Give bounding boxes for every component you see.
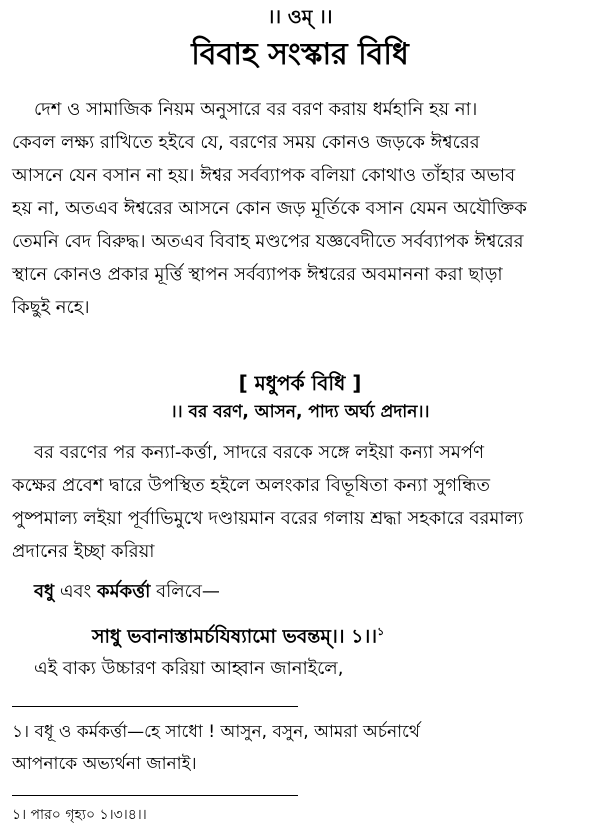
om-invocation: ।। ওম্ ।। <box>267 6 333 28</box>
section-heading: [ মধুপর্ক বিধি ] <box>238 371 362 395</box>
intro-line: কিছুই নহে। <box>12 297 90 318</box>
source-reference: ১। পার০ গৃহ্য০ ১।৩।৪।। <box>12 807 147 823</box>
speaker-performer: কর্মকর্ত্তা <box>97 581 151 602</box>
speaker-conjunction: এবং <box>59 581 92 602</box>
speaker-line <box>34 583 220 601</box>
paragraph-line: বর বরণের পর কন্যা-কর্ত্তা, সাদরে বরকে সঙ্গে লইয়া কন্যা সমর্পণ <box>34 442 485 463</box>
intro-line: আসনে যেন বসান না হয়। ঈশ্বর সর্বব্যাপক বলিয়া কোথাও তাঁহার অভাব <box>12 165 516 186</box>
mantra-text: সাধু ভবানাস্তামর্চযিষ্যামো ভবন্তম্।। ১।। <box>92 625 378 648</box>
mantra-line <box>92 626 384 646</box>
intro-line: স্থানে কোনও প্রকার মূর্ত্তি স্থাপন সর্বব্যাপক ঈশ্বরের অবমাননা করা ছাড়া <box>12 264 503 285</box>
page-title: বিবাহ সংস্কার বিধি <box>191 37 409 72</box>
paragraph-line: কক্ষের প্রবেশ দ্বারে উপস্থিত হইলে অলংকার বিভূষিতা কন্যা সুগন্ধিত <box>12 475 490 496</box>
intro-line: তেমনি বেদ বিরুদ্ধ। অতএব বিবাহ মণ্ডপের যজ্ঞবেদীতে সর্বব্যাপক ঈশ্বরের <box>12 231 524 252</box>
mantra-footnote-marker: ১ <box>377 625 385 638</box>
footnote-line: আপনাকে অভ্যর্থনা জানাই। <box>12 754 197 774</box>
footnote-line: ১। বধূ ও কর্মকর্ত্তা—হে সাধো ! আসুন, বসুন, আমরা অর্চনার্থে <box>12 722 420 742</box>
speaker-verb: বলিবে— <box>156 581 220 602</box>
footnote-divider <box>12 706 298 707</box>
intro-line: দেশ ও সামাজিক নিয়ম অনুসারে বর বরণ করায় ধর্মহানি হয় না। <box>34 99 478 120</box>
closing-line: এই বাক্য উচ্চারণ করিয়া আহ্বান জানাইলে, <box>34 658 344 679</box>
paragraph-line: প্রদানের ইচ্ছা করিয়া <box>12 541 155 562</box>
intro-line: হয় না, অতএব ঈশ্বরের আসনে কোন জড় মূর্তিকে বসান যেমন অযৌক্তিক <box>12 198 527 219</box>
paragraph-line: পুষ্পমাল্য লইয়া পূর্বাভিমুখে দণ্ডায়মান বরের গলায় শ্রদ্ধা সহকারে বরমাল্য <box>12 508 524 529</box>
intro-line: কেবল লক্ষ্য রাখিতে হইবে যে, বরণের সময় কোনও জড়কে ঈশ্বরের <box>12 132 480 153</box>
section-subheading: ।। বর বরণ, আসন, পাদ্য অর্ঘ্য প্রদান।। <box>170 402 430 422</box>
speaker-bride: বধু <box>34 581 55 602</box>
reference-divider <box>12 795 298 796</box>
